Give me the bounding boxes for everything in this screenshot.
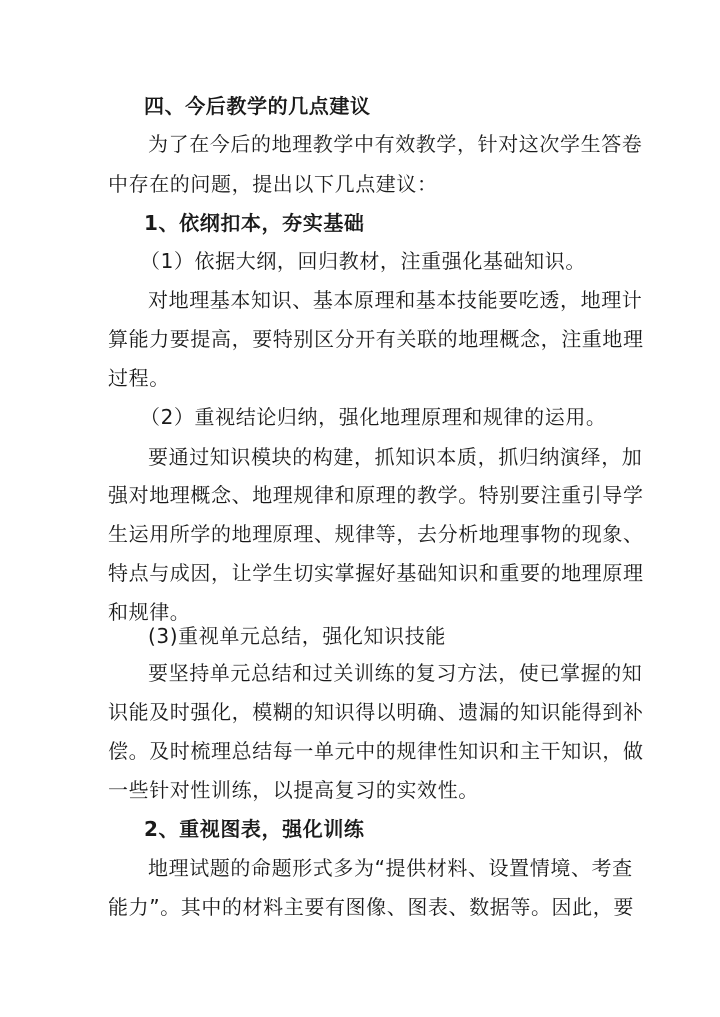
section-heading: 四、今后教学的几点建议 — [144, 94, 371, 118]
item1-sub2-line-3: 生运用所学的地理原理、规律等，去分析地理事物的现象、 — [108, 522, 644, 546]
item1-sub1-line-3: 过程。 — [108, 366, 170, 390]
item2-line-1: 地理试题的命题形式多为“提供材料、设置情境、考查 — [148, 856, 633, 880]
item1-sub2-line-5: 和规律。 — [108, 600, 191, 624]
item1-sub2-line-2: 强对地理概念、地理规律和原理的教学。特别要注重引导学 — [108, 483, 644, 507]
item2-line-2: 能力”。其中的材料主要有图像、图表、数据等。因此，要 — [108, 895, 634, 919]
item2-heading: 2、重视图表，强化训练 — [144, 817, 365, 841]
item1-sub3-heading: (3)重视单元总结，强化知识技能 — [148, 624, 446, 648]
item1-sub2-heading: （2）重视结论归纳，强化地理原理和规律的运用。 — [140, 405, 607, 429]
item1-sub2-line-1: 要通过知识模块的构建，抓知识本质，抓归纳演绎，加 — [148, 445, 643, 469]
item1-sub2-line-4: 特点与成因，让学生切实掌握好基础知识和重要的地理原理 — [108, 561, 644, 585]
item1-sub1-heading: （1）依据大纲，回归教材，注重强化基础知识。 — [140, 249, 586, 273]
item1-sub3-line-1: 要坚持单元总结和过关训练的复习方法，使已掌握的知 — [148, 661, 643, 685]
intro-line-2: 中存在的问题，提出以下几点建议： — [108, 172, 438, 196]
item1-sub3-line-2: 识能及时强化，模糊的知识得以明确、遗漏的知识能得到补 — [108, 700, 644, 724]
item1-sub3-line-3: 偿。及时梳理总结每一单元中的规律性知识和主干知识，做 — [108, 739, 644, 763]
intro-line-1: 为了在今后的地理教学中有效教学，针对这次学生答卷 — [148, 132, 643, 156]
item1-sub1-line-1: 对地理基本知识、基本原理和基本技能要吃透，地理计 — [148, 288, 643, 312]
item1-heading: 1、依纲扣本，夯实基础 — [144, 211, 365, 235]
item1-sub3-line-4: 一些针对性训练，以提高复习的实效性。 — [108, 778, 479, 802]
item1-sub1-line-2: 算能力要提高，要特别区分开有关联的地理概念，注重地理 — [108, 327, 644, 351]
